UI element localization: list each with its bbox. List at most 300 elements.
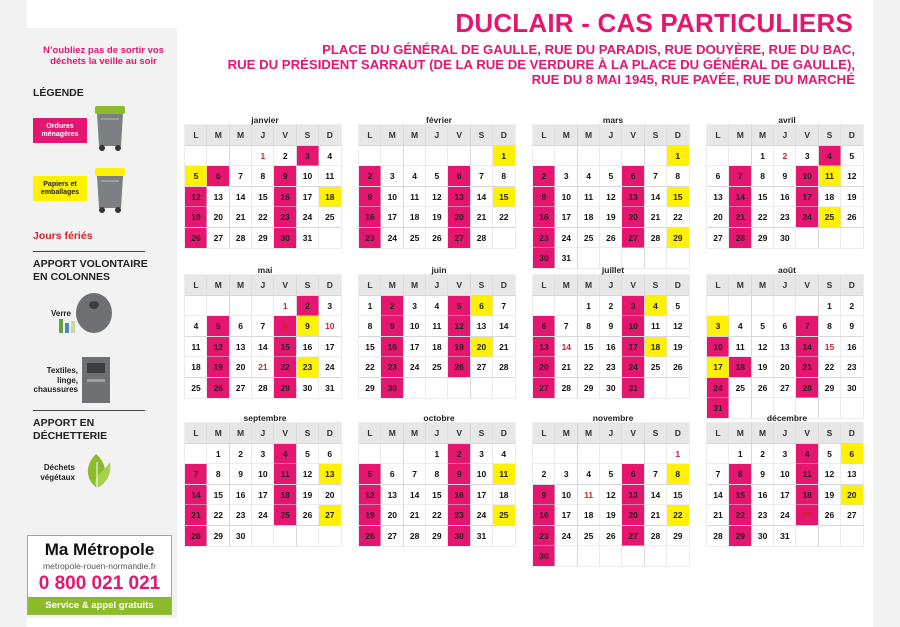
- day-cell: 15: [252, 187, 274, 207]
- empty-cell: [207, 146, 229, 166]
- day-cell: 17: [774, 485, 796, 505]
- empty-cell: [404, 378, 426, 398]
- day-cell: 25: [819, 207, 841, 227]
- day-cell: 22: [274, 357, 296, 377]
- day-cell: 6: [471, 296, 493, 316]
- day-cell: 10: [707, 337, 729, 357]
- day-cell: 3: [707, 316, 729, 336]
- day-cell: 24: [319, 357, 341, 377]
- day-cell: 29: [274, 378, 296, 398]
- weekday-header: S: [819, 423, 841, 443]
- day-cell: 16: [600, 337, 622, 357]
- day-cell: 5: [752, 316, 774, 336]
- month-name: octobre: [423, 413, 455, 423]
- day-cell: 22: [752, 207, 774, 227]
- day-cell: 30: [448, 526, 470, 546]
- day-cell: 9: [381, 316, 403, 336]
- day-cell: 4: [645, 296, 667, 316]
- day-cell: 10: [404, 316, 426, 336]
- day-cell: 8: [207, 464, 229, 484]
- weekday-header: D: [841, 275, 863, 295]
- empty-cell: [578, 546, 600, 566]
- empty-cell: [230, 296, 252, 316]
- day-cell: 17: [252, 485, 274, 505]
- day-cell: 5: [448, 296, 470, 316]
- day-cell: 10: [297, 166, 319, 186]
- day-cell: 17: [297, 187, 319, 207]
- day-cell: 16: [533, 207, 555, 227]
- day-cell: 26: [841, 207, 863, 227]
- empty-cell: [774, 296, 796, 316]
- day-cell: 12: [426, 187, 448, 207]
- day-cell: 11: [796, 464, 818, 484]
- green-waste-label: Déchets végétaux: [40, 463, 75, 482]
- day-cell: 4: [819, 146, 841, 166]
- day-cell: 21: [555, 357, 577, 377]
- day-cell: 23: [230, 505, 252, 525]
- day-cell: 5: [359, 464, 381, 484]
- empty-cell: [533, 146, 555, 166]
- legend-recycling: Papiers et emballages: [33, 176, 87, 201]
- day-cell: 31: [471, 526, 493, 546]
- day-cell: 22: [729, 505, 751, 525]
- weekday-header: M: [555, 125, 577, 145]
- day-cell: 26: [667, 357, 689, 377]
- day-cell: 25: [426, 357, 448, 377]
- day-cell: 3: [796, 146, 818, 166]
- title-suffix: CAS PARTICULIERS: [597, 8, 853, 38]
- weekday-header: J: [774, 423, 796, 443]
- empty-cell: [185, 444, 207, 464]
- weekday-header: M: [207, 125, 229, 145]
- weekday-header: M: [207, 423, 229, 443]
- day-cell: 13: [774, 337, 796, 357]
- day-cell: 4: [578, 166, 600, 186]
- day-cell: 17: [471, 485, 493, 505]
- empty-cell: [252, 526, 274, 546]
- weekday-header: J: [600, 423, 622, 443]
- day-cell: 19: [600, 505, 622, 525]
- empty-cell: [645, 146, 667, 166]
- day-cell: 2: [533, 166, 555, 186]
- empty-cell: [493, 526, 515, 546]
- weekday-header: L: [359, 423, 381, 443]
- day-cell: 6: [381, 464, 403, 484]
- day-cell: 7: [555, 316, 577, 336]
- weekday-header: J: [600, 275, 622, 295]
- day-cell: 12: [207, 337, 229, 357]
- street-line: PLACE DU GÉNÉRAL DE GAULLE, RUE DU PARADIS, RUE DOUYÈRE, RUE DU BAC,: [322, 42, 855, 57]
- day-cell: 1: [667, 146, 689, 166]
- day-cell: 20: [622, 207, 644, 227]
- day-cell: 22: [252, 207, 274, 227]
- weekday-header: J: [600, 125, 622, 145]
- day-cell: 17: [555, 505, 577, 525]
- day-cell: 14: [185, 485, 207, 505]
- day-cell: 12: [752, 337, 774, 357]
- day-cell: 29: [752, 228, 774, 248]
- day-cell: 21: [729, 207, 751, 227]
- day-cell: 24: [555, 228, 577, 248]
- day-cell: 27: [707, 228, 729, 248]
- day-cell: 10: [622, 316, 644, 336]
- day-cell: 8: [252, 166, 274, 186]
- weekday-header: S: [471, 423, 493, 443]
- day-cell: 15: [207, 485, 229, 505]
- day-cell: 4: [185, 316, 207, 336]
- weekday-header: S: [297, 125, 319, 145]
- day-cell: 25: [729, 378, 751, 398]
- empty-cell: [707, 444, 729, 464]
- day-cell: 13: [622, 187, 644, 207]
- day-cell: 18: [729, 357, 751, 377]
- page-title: [455, 8, 853, 39]
- day-cell: 10: [471, 464, 493, 484]
- day-cell: 29: [667, 228, 689, 248]
- day-cell: 20: [622, 505, 644, 525]
- day-cell: 20: [707, 207, 729, 227]
- day-cell: 14: [707, 485, 729, 505]
- day-cell: 23: [533, 526, 555, 546]
- day-cell: 19: [185, 207, 207, 227]
- weekday-header: L: [533, 125, 555, 145]
- day-cell: 18: [493, 485, 515, 505]
- weekday-header: S: [471, 125, 493, 145]
- weekday-header: J: [252, 423, 274, 443]
- empty-cell: [426, 146, 448, 166]
- weekday-header: D: [667, 125, 689, 145]
- weekday-header: D: [667, 423, 689, 443]
- empty-cell: [319, 526, 341, 546]
- empty-cell: [645, 378, 667, 398]
- day-cell: 31: [707, 398, 729, 418]
- day-cell: 19: [426, 207, 448, 227]
- weekday-header: M: [729, 275, 751, 295]
- empty-cell: [448, 378, 470, 398]
- phone-number: 0 800 021 021: [38, 573, 161, 594]
- empty-cell: [729, 146, 751, 166]
- day-cell: 26: [207, 378, 229, 398]
- weekday-header: L: [707, 275, 729, 295]
- day-cell: 6: [622, 166, 644, 186]
- day-cell: 12: [600, 187, 622, 207]
- day-cell: 20: [448, 207, 470, 227]
- day-cell: 1: [274, 296, 296, 316]
- day-cell: 23: [381, 357, 403, 377]
- day-cell: 27: [448, 228, 470, 248]
- day-cell: 11: [578, 187, 600, 207]
- day-cell: 6: [319, 444, 341, 464]
- weekday-header: S: [819, 275, 841, 295]
- weekday-header: L: [533, 423, 555, 443]
- day-cell: 4: [426, 296, 448, 316]
- day-cell: 21: [230, 207, 252, 227]
- weekday-header: M: [752, 423, 774, 443]
- day-cell: 11: [319, 166, 341, 186]
- empty-cell: [796, 526, 818, 546]
- day-cell: 25: [796, 505, 818, 525]
- empty-cell: [297, 526, 319, 546]
- day-cell: 23: [600, 357, 622, 377]
- day-cell: 31: [319, 378, 341, 398]
- day-cell: 10: [774, 464, 796, 484]
- day-cell: 13: [707, 187, 729, 207]
- day-cell: 29: [252, 228, 274, 248]
- day-cell: 20: [207, 207, 229, 227]
- empty-cell: [578, 146, 600, 166]
- day-cell: 23: [274, 207, 296, 227]
- empty-cell: [493, 228, 515, 248]
- day-cell: 14: [404, 485, 426, 505]
- day-cell: 21: [707, 505, 729, 525]
- empty-cell: [274, 526, 296, 546]
- day-cell: 22: [493, 207, 515, 227]
- empty-cell: [752, 296, 774, 316]
- day-cell: 1: [729, 444, 751, 464]
- day-cell: 3: [622, 296, 644, 316]
- empty-cell: [493, 378, 515, 398]
- day-cell: 23: [533, 228, 555, 248]
- month-name: juin: [431, 265, 447, 275]
- day-cell: 21: [252, 357, 274, 377]
- day-cell: 11: [645, 316, 667, 336]
- weekday-header: L: [533, 275, 555, 295]
- day-cell: 30: [230, 526, 252, 546]
- day-cell: 16: [381, 337, 403, 357]
- day-cell: 22: [359, 357, 381, 377]
- weekday-header: L: [185, 125, 207, 145]
- empty-cell: [622, 546, 644, 566]
- weekday-header: J: [252, 275, 274, 295]
- weekday-header: M: [381, 275, 403, 295]
- day-cell: 29: [207, 526, 229, 546]
- day-cell: 27: [319, 505, 341, 525]
- weekday-header: M: [752, 275, 774, 295]
- day-cell: 22: [819, 357, 841, 377]
- weekday-header: M: [578, 423, 600, 443]
- empty-cell: [841, 526, 863, 546]
- day-cell: 7: [252, 316, 274, 336]
- day-cell: 7: [645, 166, 667, 186]
- day-cell: 9: [230, 464, 252, 484]
- day-cell: 9: [274, 166, 296, 186]
- day-cell: 17: [555, 207, 577, 227]
- day-cell: 18: [185, 357, 207, 377]
- day-cell: 14: [493, 316, 515, 336]
- day-cell: 24: [404, 357, 426, 377]
- textile-container-icon: [80, 355, 112, 405]
- day-cell: 1: [493, 146, 515, 166]
- day-cell: 20: [533, 357, 555, 377]
- brand-block: [27, 535, 172, 615]
- day-cell: 17: [622, 337, 644, 357]
- weekday-header: V: [796, 423, 818, 443]
- month-name: juillet: [601, 265, 625, 275]
- month-name: août: [778, 265, 796, 275]
- weekday-header: V: [796, 275, 818, 295]
- empty-cell: [622, 146, 644, 166]
- day-cell: 7: [493, 296, 515, 316]
- household-bin-icon: [93, 104, 127, 152]
- day-cell: 11: [185, 337, 207, 357]
- day-cell: 30: [533, 546, 555, 566]
- day-cell: 18: [274, 485, 296, 505]
- day-cell: 15: [819, 337, 841, 357]
- day-cell: 15: [667, 485, 689, 505]
- brand-name: Ma Métropole: [44, 540, 155, 559]
- empty-cell: [796, 228, 818, 248]
- day-cell: 6: [841, 444, 863, 464]
- day-cell: 1: [578, 296, 600, 316]
- empty-cell: [533, 296, 555, 316]
- day-cell: 3: [404, 296, 426, 316]
- day-cell: 3: [555, 166, 577, 186]
- day-cell: 7: [185, 464, 207, 484]
- day-cell: 5: [297, 444, 319, 464]
- day-cell: 28: [471, 228, 493, 248]
- day-cell: 8: [819, 316, 841, 336]
- day-cell: 26: [752, 378, 774, 398]
- day-cell: 5: [600, 464, 622, 484]
- day-cell: 30: [600, 378, 622, 398]
- day-cell: 11: [578, 485, 600, 505]
- reminder-text: N’oubliez pas de sortir vos déchets la veille au soir: [43, 45, 164, 67]
- day-cell: 19: [600, 207, 622, 227]
- day-cell: 8: [667, 464, 689, 484]
- weekday-header: J: [252, 125, 274, 145]
- glass-container-icon: [56, 289, 114, 337]
- day-cell: 31: [297, 228, 319, 248]
- day-cell: 22: [426, 505, 448, 525]
- day-cell: 23: [752, 505, 774, 525]
- empty-cell: [667, 546, 689, 566]
- day-cell: 8: [493, 166, 515, 186]
- day-cell: 26: [448, 357, 470, 377]
- day-cell: 22: [578, 357, 600, 377]
- service-banner: Service & appel gratuits: [28, 597, 171, 614]
- day-cell: 11: [729, 337, 751, 357]
- day-cell: 1: [667, 444, 689, 464]
- day-cell: 14: [729, 187, 751, 207]
- day-cell: 4: [319, 146, 341, 166]
- day-cell: 22: [207, 505, 229, 525]
- day-cell: 18: [819, 187, 841, 207]
- weekday-header: L: [185, 423, 207, 443]
- day-cell: 16: [274, 187, 296, 207]
- empty-cell: [819, 526, 841, 546]
- day-cell: 7: [230, 166, 252, 186]
- empty-cell: [667, 378, 689, 398]
- day-cell: 12: [841, 166, 863, 186]
- empty-cell: [555, 546, 577, 566]
- weekday-header: M: [578, 125, 600, 145]
- day-cell: 29: [578, 378, 600, 398]
- day-cell: 19: [448, 337, 470, 357]
- day-cell: 24: [471, 505, 493, 525]
- day-cell: 28: [404, 526, 426, 546]
- day-cell: 6: [448, 166, 470, 186]
- day-cell: 13: [207, 187, 229, 207]
- weekday-header: S: [645, 423, 667, 443]
- day-cell: 10: [555, 485, 577, 505]
- day-cell: 4: [729, 316, 751, 336]
- day-cell: 14: [645, 187, 667, 207]
- day-cell: 17: [319, 337, 341, 357]
- weekday-header: L: [707, 125, 729, 145]
- day-cell: 9: [752, 464, 774, 484]
- day-cell: 9: [774, 166, 796, 186]
- empty-cell: [796, 296, 818, 316]
- day-cell: 3: [471, 444, 493, 464]
- weekday-header: S: [819, 125, 841, 145]
- day-cell: 22: [667, 505, 689, 525]
- weekday-header: V: [448, 423, 470, 443]
- day-cell: 9: [448, 464, 470, 484]
- day-cell: 13: [319, 464, 341, 484]
- day-cell: 27: [471, 357, 493, 377]
- empty-cell: [471, 378, 493, 398]
- day-cell: 1: [207, 444, 229, 464]
- day-cell: 5: [667, 296, 689, 316]
- day-cell: 8: [274, 316, 296, 336]
- day-cell: 30: [274, 228, 296, 248]
- day-cell: 19: [752, 357, 774, 377]
- weekday-header: M: [555, 423, 577, 443]
- day-cell: 5: [819, 444, 841, 464]
- day-cell: 5: [600, 166, 622, 186]
- day-cell: 3: [319, 296, 341, 316]
- weekday-header: L: [359, 275, 381, 295]
- day-cell: 18: [426, 337, 448, 357]
- weekday-header: V: [274, 275, 296, 295]
- day-cell: 3: [297, 146, 319, 166]
- weekday-header: M: [230, 125, 252, 145]
- weekday-header: S: [297, 423, 319, 443]
- day-cell: 4: [274, 444, 296, 464]
- weekday-header: L: [359, 125, 381, 145]
- day-cell: 31: [555, 248, 577, 268]
- empty-cell: [426, 378, 448, 398]
- weekday-header: M: [404, 423, 426, 443]
- empty-cell: [555, 296, 577, 316]
- day-cell: 20: [319, 485, 341, 505]
- day-cell: 15: [667, 187, 689, 207]
- day-cell: 28: [493, 357, 515, 377]
- month-name: avril: [778, 115, 796, 125]
- day-cell: 24: [252, 505, 274, 525]
- weekday-header: D: [841, 423, 863, 443]
- day-cell: 11: [274, 464, 296, 484]
- day-cell: 30: [297, 378, 319, 398]
- right-margin-strip: [873, 0, 900, 627]
- day-cell: 6: [230, 316, 252, 336]
- legend-title: LÉGENDE: [33, 87, 84, 99]
- day-cell: 2: [841, 296, 863, 316]
- day-cell: 8: [359, 316, 381, 336]
- day-cell: 26: [185, 228, 207, 248]
- day-cell: 7: [707, 464, 729, 484]
- day-cell: 26: [600, 526, 622, 546]
- day-cell: 19: [667, 337, 689, 357]
- day-cell: 7: [404, 464, 426, 484]
- weekday-header: M: [729, 125, 751, 145]
- town-name: DUCLAIR: [455, 8, 574, 38]
- day-cell: 16: [448, 485, 470, 505]
- weekday-header: V: [448, 125, 470, 145]
- day-cell: 11: [819, 166, 841, 186]
- day-cell: 27: [230, 378, 252, 398]
- day-cell: 29: [426, 526, 448, 546]
